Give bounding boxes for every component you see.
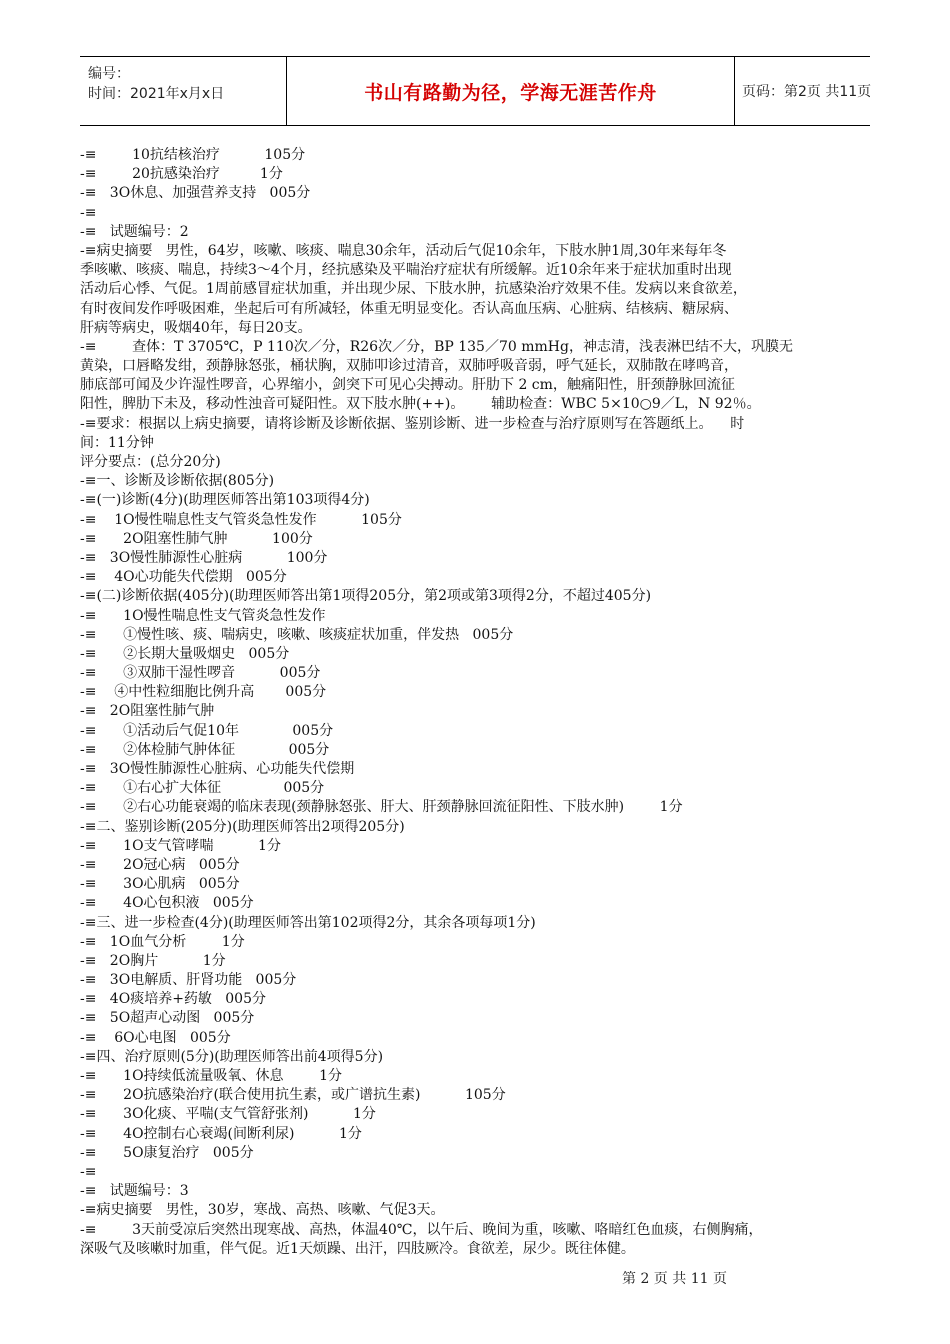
text-line: -≡ 3O化痰、平喘(支气管舒张剂) 1分	[80, 1106, 376, 1123]
text-line: 活动后心悸、气促。1周前感冒症状加重，并出现少尿、下肢水肿，抗感染治疗效果不佳。发病以来食欲差，	[80, 281, 747, 298]
text-line: -≡ ②右心功能衰竭的临床表现(颈静脉怒张、肝大、肝颈静脉回流征阳性、下肢水肿) 1分	[80, 799, 683, 816]
text-line: -≡ 2O阻塞性肺气肿	[80, 703, 215, 720]
text-line: -≡ ①活动后气促10年 005分	[80, 722, 334, 739]
time-label: 时间：2021年x月x日	[88, 86, 225, 102]
text-line: -≡ 20抗感染治疗 1分	[80, 166, 283, 183]
text-line: -≡病史摘要 男性，64岁，咳嗽、咳痰、喘息30余年，活动后气促10余年，下肢水肿1周,30年来每年冬	[80, 242, 727, 259]
page-code: 页码：第2页 共11页	[742, 84, 872, 100]
text-line: -≡四、治疗原则(5分)(助理医师答出前4项得5分)	[80, 1048, 384, 1065]
text-line: -≡ 4O心功能失代偿期 005分	[80, 569, 287, 586]
text-line: -≡	[80, 1163, 97, 1180]
text-line: -≡ 3O慢性肺源性心脏病 100分	[80, 549, 328, 566]
text-line: 黄染，口唇略发绀，颈静脉怒张，桶状胸，双肺叩诊过清音，双肺呼吸音弱，呼气延长，双肺散在哮鸣音，	[80, 358, 738, 375]
text-line: -≡ 5O康复治疗 005分	[80, 1144, 254, 1161]
text-line: -≡ 1O慢性喘息性支气管炎急性发作 105分	[80, 511, 402, 528]
text-line: 阳性，脾肋下未及，移动性浊音可疑阳性。双下肢水肿(++)。 辅助检查：WBC 5×10○9／L，N 92％。	[80, 396, 761, 413]
text-line: -≡ 试题编号：2	[80, 223, 189, 240]
text-line: -≡ ①右心扩大体征 005分	[80, 780, 325, 797]
text-line: -≡要求：根据以上病史摘要，请将诊断及诊断依据、鉴别诊断、进一步检查与治疗原则写在答题纸上。 时	[80, 415, 745, 432]
text-line: -≡三、进一步检查(4分)(助理医师答出第102项得2分，其余各项每项1分)	[80, 914, 536, 931]
text-line: -≡	[80, 204, 97, 221]
text-line: -≡ 10抗结核治疗 105分	[80, 147, 306, 163]
text-line: -≡ 4O痰培养+药敏 005分	[80, 991, 266, 1008]
text-line: -≡病史摘要 男性，30岁，寒战、高热、咳嗽、气促3天。	[80, 1202, 445, 1219]
text-line: -≡ ②长期大量吸烟史 005分	[80, 645, 290, 662]
text-line: -≡(二)诊断依据(405分)(助理医师答出第1项得205分，第2项或第3项得2分，不超过405分)	[80, 588, 652, 605]
page-header	[80, 56, 870, 126]
text-line: 间：11分钟	[80, 434, 154, 451]
text-line: -≡ 试题编号：3	[80, 1183, 189, 1200]
text-line: 肝病等病史，吸烟40年，每日20支。	[80, 319, 312, 336]
number-label: 编号：	[88, 66, 130, 82]
header-page-cell	[734, 57, 878, 125]
document-body	[80, 146, 880, 1259]
text-line: 季咳嗽、咳痰、喘息，持续3～4个月，经抗感染及平喘治疗症状有所缓解。近10余年来于症状加重时出现	[80, 262, 732, 279]
motto-text: 书山有路勤为径，学海无涯苦作舟	[364, 81, 657, 104]
text-line: -≡ 查体：T 3705℃，P 110次／分，R26次／分，BP 135／70 mmHg，神志清，浅表淋巴结不大，巩膜无	[80, 338, 793, 355]
text-line: -≡ 3O电解质、肝肾功能 005分	[80, 972, 297, 989]
text-line: -≡ 2O冠心病 005分	[80, 856, 240, 873]
text-line: -≡ ②体检肺气肿体征 005分	[80, 741, 330, 758]
text-line: -≡ 1O持续低流量吸氧、休息 1分	[80, 1068, 343, 1084]
text-line: -≡二、鉴别诊断(205分)(助理医师答出2项得205分)	[80, 818, 405, 835]
text-line: -≡ 1O慢性喘息性支气管炎急性发作	[80, 607, 326, 624]
text-line: 肺底部可闻及少许湿性啰音，心界缩小，剑突下可见心尖搏动。肝肋下 2 cm，触痛阳性，肝颈静脉回流征	[80, 377, 735, 394]
text-line: -≡ 6O心电图 005分	[80, 1029, 231, 1046]
text-line: -≡ 2O胸片 1分	[80, 952, 226, 969]
text-line: -≡ 4O心包积液 005分	[80, 895, 254, 912]
text-line: -≡ 3O心肌病 005分	[80, 876, 240, 893]
text-line: -≡(一)诊断(4分)(助理医师答出第103项得4分)	[80, 492, 370, 509]
text-line: 评分要点：(总分20分)	[80, 454, 221, 470]
text-line: -≡ 1O支气管哮喘 1分	[80, 837, 281, 854]
text-line: -≡ 3O慢性肺源性心脏病、心功能失代偿期	[80, 761, 355, 777]
text-line: -≡ 2O抗感染治疗(联合使用抗生素，或广谱抗生素) 105分	[80, 1087, 506, 1104]
text-line: -≡ 1O血气分析 1分	[80, 933, 245, 950]
header-left-cell	[80, 57, 285, 125]
text-line: -≡ ①慢性咳、痰、喘病史，咳嗽、咳痰症状加重，伴发热 005分	[80, 626, 514, 643]
text-line: -≡ ④中性粒细胞比例升高 005分	[80, 684, 327, 701]
text-line: -≡ 3天前受凉后突然出现寒战、高热，体温40℃，以午后、晚间为重，咳嗽、咯暗红色血痰，右侧胸痛，	[80, 1221, 763, 1238]
text-line: -≡ 2O阻塞性肺气肿 100分	[80, 530, 313, 547]
text-line: -≡ 5O超声心动图 005分	[80, 1010, 255, 1027]
text-line: -≡ 4O控制右心衰竭(间断利尿) 1分	[80, 1125, 362, 1142]
text-line: -≡ ③双肺干湿性啰音 005分	[80, 665, 321, 682]
text-line: 深吸气及咳嗽时加重，伴气促。近1天烦躁、出汗，四肢厥冷。食欲差，尿少。既往体健。	[80, 1240, 635, 1257]
text-line: 有时夜间发作呼吸困难，坐起后可有所减轻，体重无明显变化。否认高血压病、心脏病、结核病、糖尿病、	[80, 300, 738, 317]
text-line: -≡ 3O休息、加强营养支持 005分	[80, 185, 311, 202]
page-footer: 第 2 页 共 11 页	[622, 1271, 727, 1287]
text-line: -≡一、诊断及诊断依据(805分)	[80, 473, 275, 490]
header-motto-cell	[286, 57, 735, 125]
